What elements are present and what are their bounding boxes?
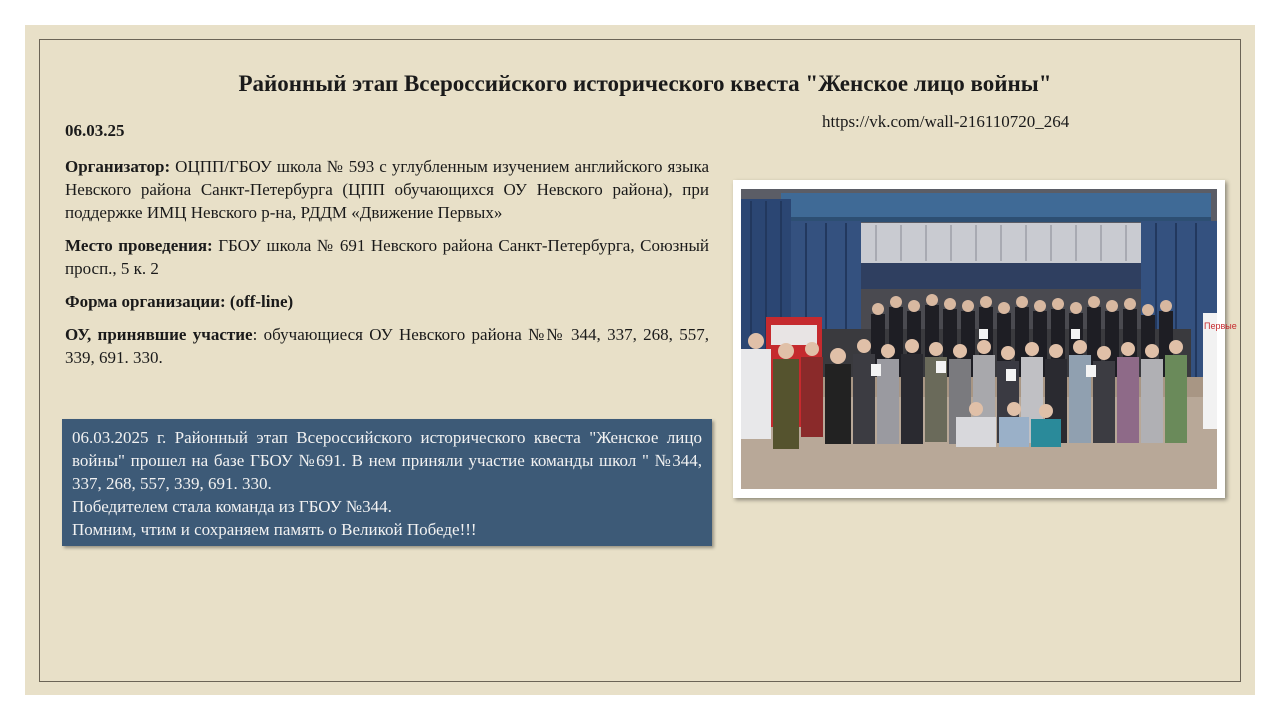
organizer-label: Организатор: <box>65 157 171 176</box>
summary-closing: Помним, чтим и сохраняем память о Великой Победе!!! <box>72 520 477 539</box>
group-photo <box>741 189 1237 489</box>
event-date: 06.03.25 <box>65 121 125 140</box>
participants-text: : обучающиеся ОУ Невского района №№ 344, 337, 268, 557, 339, 691. 330. <box>65 325 709 367</box>
slide-title: Районный этап Всероссийского исторического квеста "Женское лицо войны" <box>238 71 1052 96</box>
banner-text: Первые <box>1204 321 1237 331</box>
event-details <box>65 155 709 379</box>
group-photo-image <box>741 189 1237 489</box>
format-label: Форма организации: (off-line) <box>65 292 294 311</box>
summary-box <box>62 419 712 546</box>
venue-label: Место проведения: <box>65 236 213 255</box>
source-link[interactable]: https://vk.com/wall-216110720_264 <box>822 112 1070 131</box>
venue-paragraph <box>65 234 709 280</box>
format-paragraph <box>65 290 709 313</box>
organizer-text: ОЦПП/ГБОУ школа № 593 с углубленным изучением английского языка Невского района Санкт-Петербурга (ЦПП обучающихся ОУ Невского района), при поддержке ИМЦ Невского р-на, РДДМ «Движение Первых» <box>65 157 709 222</box>
group-photo-frame <box>733 180 1237 498</box>
venue-text: ГБОУ школа № 691 Невского района Санкт-Петербурга, Союзный просп., 5 к. 2 <box>65 236 709 278</box>
participants-paragraph <box>65 323 709 369</box>
slide <box>25 25 1255 695</box>
participants-label: ОУ, принявшие участие <box>65 325 253 344</box>
organizer-paragraph <box>65 155 709 224</box>
summary-paragraph: 06.03.2025 г. Районный этап Всероссийского исторического квеста "Женское лицо войны" прошел на базе ГБОУ №691. В нем приняли участие команды школ " №344, 337, 268, 557, 339, 691. 330. <box>72 428 702 493</box>
summary-winner: Победителем стала команда из ГБОУ №344. <box>72 497 392 516</box>
